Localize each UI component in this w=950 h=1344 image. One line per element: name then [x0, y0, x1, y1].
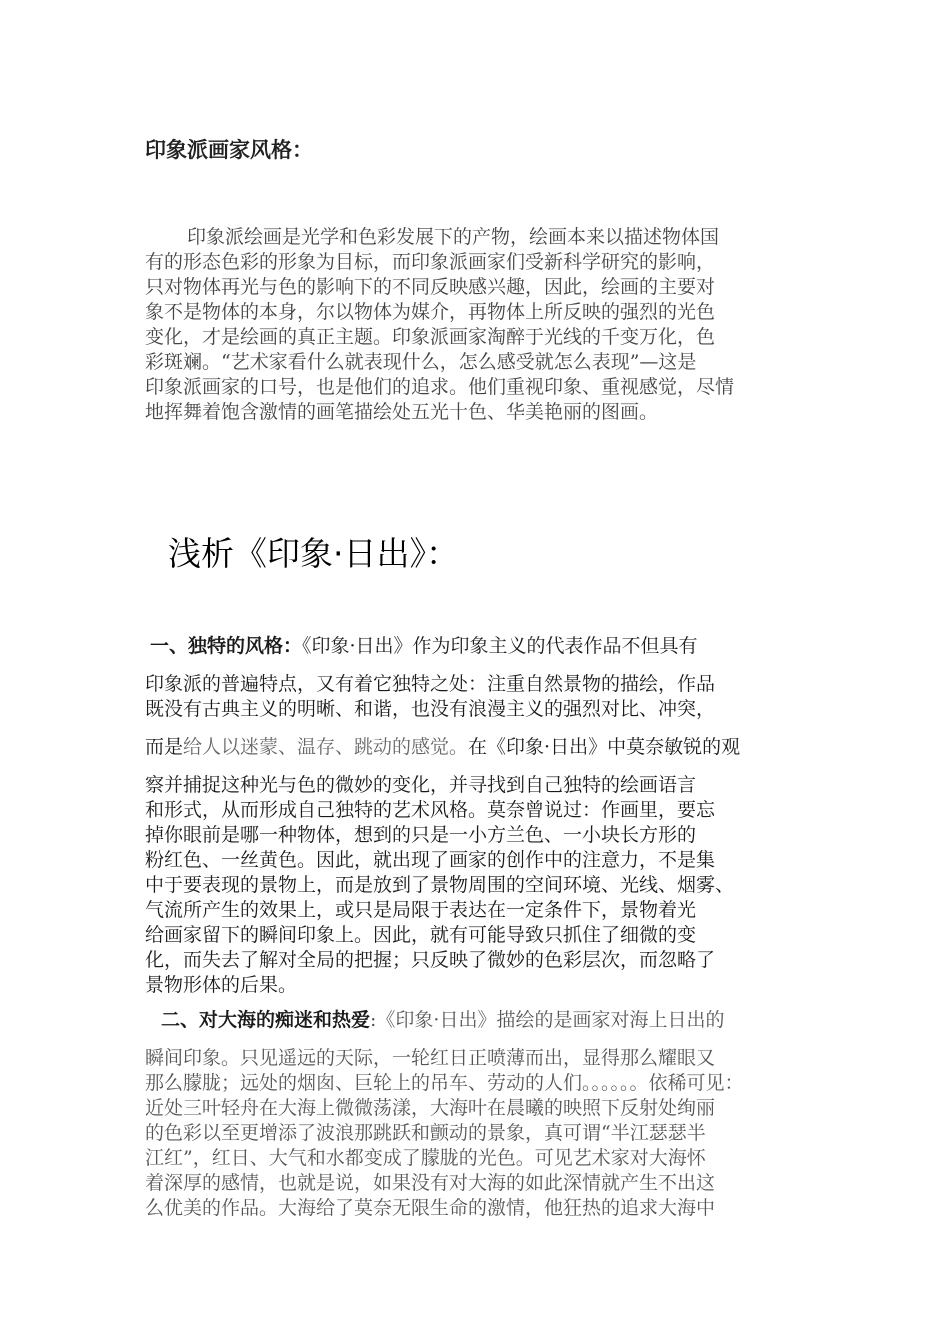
paragraph-line: 化，而失去了解对全局的把握；只反映了微妙的色彩层次，而忽略了 [145, 949, 716, 971]
section-lead-label: 二、对大海的痴迷和热爱 [161, 1009, 371, 1031]
paragraph-line: 给画家留下的瞬间印象上。因此，就有可能导致只抓住了细微的变 [145, 924, 697, 946]
paragraph-line: 中于要表现的景物上，而是放到了景物周围的空间环境、光线、烟雾、 [145, 874, 735, 896]
paragraph-line: 掉你眼前是哪一种物体，想到的只是一小方兰色、一小块长方形的 [145, 824, 697, 846]
paragraph-line: 粉红色、一丝黄色。因此，就出现了画家的创作中的注意力，不是集 [145, 849, 716, 871]
paragraph-line: 景物形体的后果。 [145, 974, 298, 996]
paragraph-line: 近处三叶轻舟在大海上微微荡漾，大海叶在晨曦的映照下反射处绚丽 [145, 1097, 716, 1119]
paragraph-line: 瞬间印象。只见遥远的天际，一轮红日正喷薄而出，显得那么耀眼又 [145, 1047, 716, 1069]
paragraph-line: 印象派绘画是光学和色彩发展下的产物，绘画本来以描述物体国 [187, 226, 720, 248]
line-segment: 而是 [145, 736, 184, 758]
section-unique-style [145, 634, 815, 998]
section-love-of-sea [145, 1008, 815, 1221]
paragraph-line: 印象派的普遍特点，又有着它独特之处：注重自然景物的描绘，作品 [145, 673, 716, 695]
paragraph-line: 和形式，从而形成自己独特的艺术风格。莫奈曾说过：作画里，要忘 [145, 799, 716, 821]
paragraph-line: 的色彩以至更增添了波浪那跳跃和颤动的景象，真可谓“半江瑟瑟半 [145, 1122, 706, 1144]
paragraph-line: 么优美的作品。大海给了莫奈无限生命的激情，他狂热的追求大海中 [145, 1197, 716, 1219]
paragraph-line: 象不是物体的本身，尔以物体为媒介，再物体上所反映的强烈的光色 [145, 301, 716, 323]
paragraph-line: 地挥舞着饱含激情的画笔描绘处五光十色、华美艳丽的图画。 [145, 401, 659, 423]
paragraph-line: 着深厚的感情，也就是说，如果没有对大海的如此深情就产生不出这 [145, 1172, 716, 1194]
section-first-line [161, 1008, 815, 1033]
paragraph-line: 只对物体再光与色的影响下的不同反映感兴趣，因此，绘画的主要对 [145, 276, 716, 298]
paragraph-line: 气流所产生的效果上，或只是局限于表达在一定条件下，景物着光 [145, 899, 697, 921]
paragraph-line: 那么朦胧；远处的烟囱、巨轮上的吊车、劳动的人们。。。。。。依稀可见： [145, 1072, 744, 1094]
paragraph-line: 印象派画家的口号，也是他们的追求。他们重视印象、重视感觉，尽情 [145, 376, 735, 398]
line-segment: 在《印象·日出》中莫奈敏锐的观 [468, 736, 741, 758]
paragraph-line: 察并捕捉这种光与色的微妙的变化，并寻找到自己独特的绘画语言 [145, 774, 697, 796]
paragraph-line: 变化，才是绘画的真正主题。印象派画家淘醉于光线的千变万化，色 [145, 326, 716, 348]
section-lead-label: 一、独特的风格： [150, 635, 303, 657]
paragraph-line: 既没有古典主义的明晰、和谐，也没有浪漫主义的强烈对比、冲突， [145, 698, 716, 720]
paragraph-line: 江红”，红日、大气和水都变成了朦胧的光色。可见艺术家对大海怀 [145, 1147, 706, 1169]
section-heading-analysis: 浅析《印象·日出》： [168, 534, 459, 573]
paragraph-line [145, 735, 815, 760]
section-heading-impressionist-style: 印象派画家风格： [145, 138, 313, 162]
intro-paragraph [145, 225, 810, 425]
paragraph-line: 有的形态色彩的形象为目标，而印象派画家们受新科学研究的影响， [145, 251, 716, 273]
section-first-line [150, 634, 815, 659]
paragraph-line: 彩斑斓。“艺术家看什么就表现什么，怎么感受就怎么表现”—这是 [145, 351, 697, 373]
section-text: 《印象·日出》作为印象主义的代表作品不但具有 [302, 635, 698, 657]
section-text: :《印象·日出》描绘的是画家对海上日出的 [370, 1009, 725, 1031]
line-segment: 给人以迷蒙、温存、跳动的感觉。 [183, 736, 469, 758]
